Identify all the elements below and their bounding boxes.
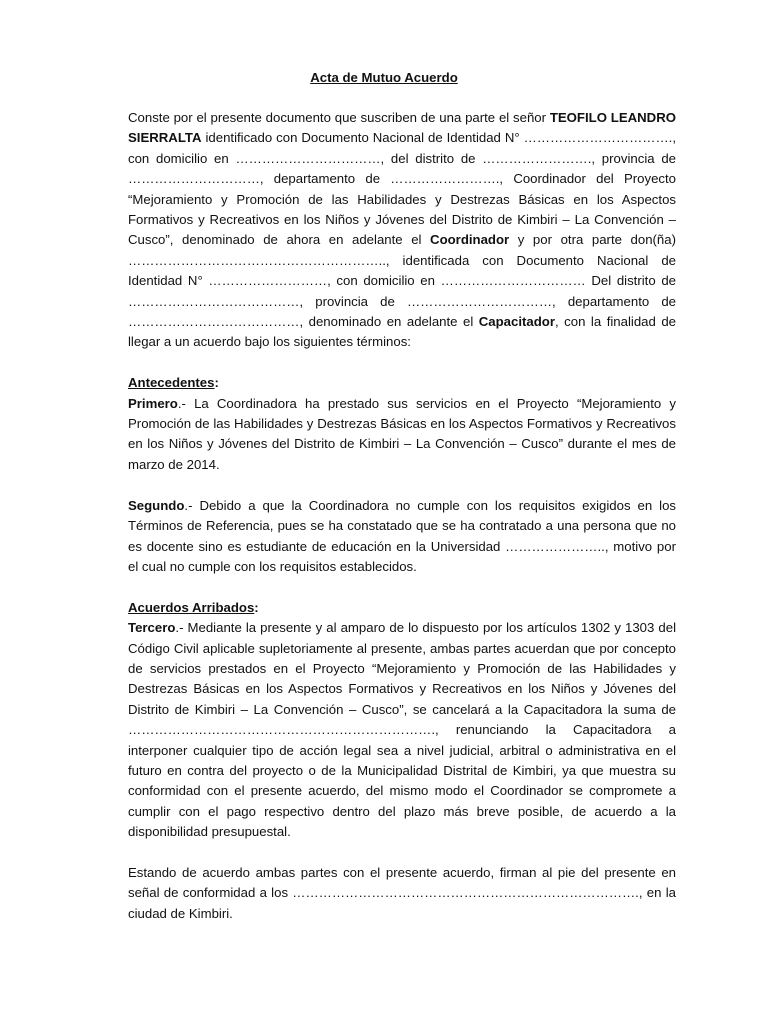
segundo-paragraph bbox=[128, 496, 676, 578]
spacer bbox=[128, 475, 676, 495]
spacer bbox=[128, 353, 676, 373]
spacer bbox=[128, 843, 676, 863]
segundo-label: Segundo bbox=[128, 497, 185, 513]
acuerdos-heading-text: Acuerdos Arribados bbox=[128, 599, 255, 615]
document-title: Acta de Mutuo Acuerdo bbox=[310, 70, 458, 85]
spacer bbox=[128, 577, 676, 597]
intro-text-4: , con la finalidad de llegar a un acuerdo bajo los siguientes términos: bbox=[128, 314, 676, 350]
antecedentes-heading bbox=[128, 373, 676, 393]
tercero-label: Tercero bbox=[128, 620, 176, 636]
acuerdos-heading bbox=[128, 598, 676, 618]
coordinador-term: Coordinador bbox=[430, 232, 510, 248]
antecedentes-heading-colon: : bbox=[214, 375, 219, 391]
intro-text-2: identificado con Documento Nacional de Identidad N° ……………………………., con domicilio en ……………………………, del distrito de ……………………., provincia de …………………………, departamento de ……………………., Coordinador del Proyecto “Mejoramiento y Promoción de las Habilidades y Destrezas Básicas en los Aspectos Formativos y Recreativos en los Niños y Jóvenes del Distrito de Kimbiri – La Convención – Cusco”, denominado de ahora en adelante el bbox=[128, 130, 676, 248]
person-name: TEOFILO LEANDRO SIERRALTA bbox=[128, 110, 676, 146]
closing-paragraph: Estando de acuerdo ambas partes con el presente acuerdo, firman al pie del presente en señal de conformidad a los ……………………………………………………………………., en la ciudad de Kimbiri. bbox=[128, 864, 676, 921]
acuerdos-heading-colon: : bbox=[254, 599, 259, 615]
primero-label: Primero bbox=[128, 395, 178, 411]
intro-text-3: y por otra parte don(ña) ………………………………………………….., identificada con Documento Nacional de Identidad N° ………………………, con domicilio en …………………………… Del distrito de …………………………………, provincia de ……………………………, departamento de …………………………………, denominado en adelante el bbox=[128, 232, 676, 330]
intro-paragraph bbox=[128, 108, 676, 353]
tercero-text: .- Mediante la presente y al amparo de lo dispuesto por los artículos 1302 y 1303 del Código Civil aplicable supletoriamente al presente, ambas partes acuerdan que por concepto de servicios prestados en el Proyecto “Mejoramiento y Promoción de las Habilidades y Destrezas Básicas en los Aspectos Formativos y Recreativos en los Niños y Jóvenes del Distrito de Kimbiri – La Convención – Cusco”, se cancelará a la Capacitadora la suma de ……………………………………………………………., renunciando la Capacitadora a interponer cualquier tipo de acción legal sea a nivel judicial, arbitral o administrativa en el futuro en contra del proyecto o de la Municipalidad Distrital de Kimbiri, ya que muestra su conformidad con el presente acuerdo, del mismo modo el Coordinador se compromete a cumplir con el pago respectivo dentro del plazo más breve posible, de acuerdo a la disponibilidad presupuestal. bbox=[128, 620, 676, 840]
primero-paragraph bbox=[128, 394, 676, 476]
antecedentes-heading-text: Antecedentes bbox=[128, 375, 215, 391]
capacitador-term: Capacitador bbox=[478, 314, 555, 330]
tercero-paragraph bbox=[128, 618, 676, 842]
intro-text-1: Conste por el presente documento que suscriben de una parte el señor bbox=[128, 110, 550, 125]
document-body bbox=[128, 108, 676, 924]
primero-text: .- La Coordinadora ha prestado sus servicios en el Proyecto “Mejoramiento y Promoción de las Habilidades y Destrezas Básicas en los Aspectos Formativos y Recreativos en los Niños y Jóvenes del Distrito de Kimbiri – La Convención – Cusco” durante el mes de marzo de 2014. bbox=[128, 395, 676, 472]
segundo-text: .- Debido a que la Coordinadora no cumple con los requisitos exigidos en los Términos de Referencia, pues se ha constatado que se ha contratado a una persona que no es docente sino es estudiante de educación en la Universidad ………………….., motivo por el cual no cumple con los requisitos establecidos. bbox=[128, 497, 676, 574]
